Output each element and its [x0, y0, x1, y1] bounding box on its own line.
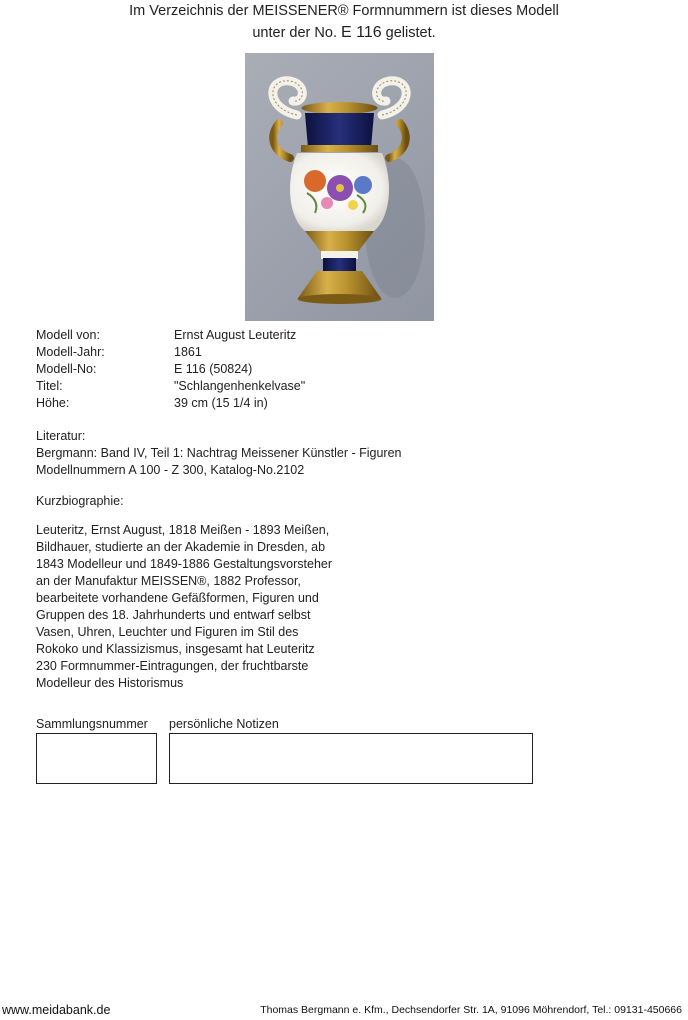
- spec-label: Modell-No:: [36, 362, 97, 376]
- biography-line: Gruppen des 18. Jahrhunderts und entwarf selbst: [36, 608, 311, 622]
- spec-label: Modell-Jahr:: [36, 345, 105, 359]
- spec-row-modell-von: [36, 327, 305, 344]
- header-line-1: Im Verzeichnis der MEISSENER® Formnummern ist dieses Modell: [129, 3, 559, 19]
- biography-line: Vasen, Uhren, Leuchter und Figuren im Stil des: [36, 625, 299, 639]
- header-prefix: unter der No.: [252, 25, 337, 41]
- header-suffix: gelistet.: [385, 25, 436, 41]
- spec-row-modell-jahr: [36, 344, 305, 361]
- biography-line: Rokoko und Klassizismus, insgesamt hat Leuteritz: [36, 642, 315, 656]
- biography-line: bearbeitete vorhandene Gefäßformen, Figuren und: [36, 591, 319, 605]
- spec-value: "Schlangenhenkelvase": [174, 379, 306, 393]
- biography-line: an der Manufaktur MEISSEN®, 1882 Professor,: [36, 574, 301, 588]
- spec-row-modell-no: [36, 361, 305, 378]
- header-text: [0, 0, 688, 44]
- footer-address: Thomas Bergmann e. Kfm., Dechsendorfer Str. 1A, 91096 Möhrendorf, Tel.: 09131-450666: [260, 1004, 682, 1016]
- vase-photo: [245, 53, 434, 321]
- specifications: [36, 327, 305, 412]
- collection-number-field[interactable]: [36, 733, 157, 784]
- biography-line: Modelleur des Historismus: [36, 676, 184, 690]
- spec-value: 39 cm (15 1/4 in): [174, 396, 268, 410]
- spec-value: 1861: [174, 345, 202, 359]
- header-model-number: E 116: [341, 24, 382, 41]
- biography-line: 230 Formnummer-Eintragungen, der fruchtbarste: [36, 659, 309, 673]
- biography-text: [36, 522, 336, 692]
- spec-value: Ernst August Leuteritz: [174, 328, 297, 342]
- literature-line: Modellnummern A 100 - Z 300, Katalog-No.2102: [36, 463, 305, 477]
- vase-illustration: [245, 53, 434, 321]
- spec-label: Höhe:: [36, 396, 70, 410]
- spec-label: Titel:: [36, 379, 63, 393]
- biography-heading: Kurzbiographie:: [36, 494, 124, 508]
- spec-value: E 116 (50824): [174, 362, 253, 376]
- notes-field[interactable]: [169, 733, 533, 784]
- spec-row-hoehe: [36, 395, 305, 412]
- literature-line: Bergmann: Band IV, Teil 1: Nachtrag Meissener Künstler - Figuren: [36, 446, 402, 460]
- spec-row-titel: [36, 378, 305, 395]
- spec-label: Modell von:: [36, 328, 100, 342]
- notes-label: persönliche Notizen: [169, 717, 279, 731]
- collection-number-label: Sammlungsnummer: [36, 717, 148, 731]
- header-line-2: [0, 22, 688, 44]
- biography-line: 1843 Modelleur und 1849-1886 Gestaltungsvorsteher: [36, 557, 333, 571]
- literature-section: [36, 428, 401, 479]
- website-link[interactable]: www.meidabank.de: [2, 1003, 111, 1017]
- literature-heading: Literatur:: [36, 429, 86, 443]
- biography-line: Leuteritz, Ernst August, 1818 Meißen - 1893 Meißen,: [36, 523, 330, 537]
- biography-line: Bildhauer, studierte an der Akademie in Dresden, ab: [36, 540, 326, 554]
